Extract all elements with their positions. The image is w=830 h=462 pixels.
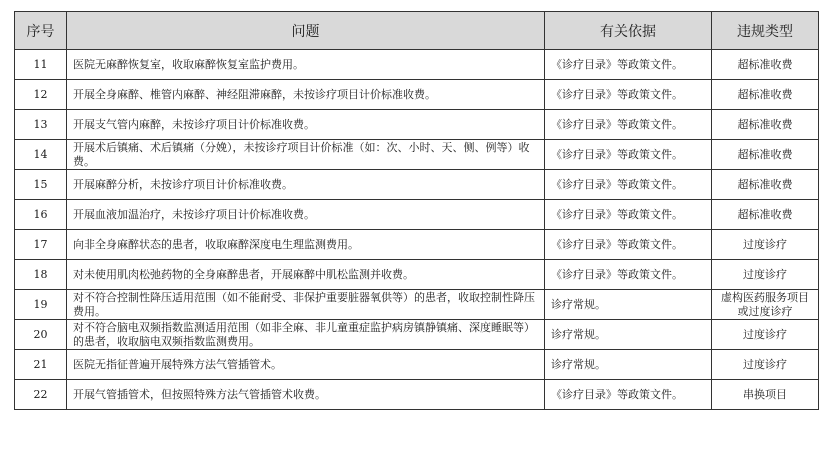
table-row xyxy=(15,380,819,410)
row-issue: 对不符合控制性降压适用范围（如不能耐受、非保护重要脏器氧供等）的患者，收取控制性降压费用。 xyxy=(67,290,545,320)
header-issue: 问题 xyxy=(67,12,545,50)
row-violation-type: 超标准收费 xyxy=(712,170,819,200)
row-number: 16 xyxy=(15,200,67,230)
table-body xyxy=(15,50,819,410)
row-violation-type: 超标准收费 xyxy=(712,140,819,170)
row-issue: 医院无麻醉恢复室，收取麻醉恢复室监护费用。 xyxy=(67,50,545,80)
row-number: 20 xyxy=(15,320,67,350)
table-row xyxy=(15,260,819,290)
row-basis: 《诊疗目录》等政策文件。 xyxy=(545,170,712,200)
table-row xyxy=(15,170,819,200)
violations-table xyxy=(14,11,819,410)
row-basis: 《诊疗目录》等政策文件。 xyxy=(545,230,712,260)
row-violation-type: 虚构医药服务项目或过度诊疗 xyxy=(712,290,819,320)
row-violation-type: 过度诊疗 xyxy=(712,320,819,350)
header-serial-number: 序号 xyxy=(15,12,67,50)
table-row xyxy=(15,50,819,80)
row-issue: 开展术后镇痛、术后镇痛（分娩），未按诊疗项目计价标准（如：次、小时、天、侧、例等）收费。 xyxy=(67,140,545,170)
row-issue: 开展麻醉分析，未按诊疗项目计价标准收费。 xyxy=(67,170,545,200)
violations-table-container xyxy=(14,11,819,410)
row-basis: 诊疗常规。 xyxy=(545,350,712,380)
row-violation-type: 过度诊疗 xyxy=(712,230,819,260)
row-basis: 《诊疗目录》等政策文件。 xyxy=(545,260,712,290)
row-number: 15 xyxy=(15,170,67,200)
table-row xyxy=(15,290,819,320)
row-issue: 开展全身麻醉、椎管内麻醉、神经阻滞麻醉，未按诊疗项目计价标准收费。 xyxy=(67,80,545,110)
row-violation-type: 过度诊疗 xyxy=(712,260,819,290)
header-row xyxy=(15,12,819,50)
row-number: 14 xyxy=(15,140,67,170)
row-issue: 对不符合脑电双频指数监测适用范围（如非全麻、非儿童重症监护病房镇静镇痛、深度睡眠等）的患者，收取脑电双频指数监测费用。 xyxy=(67,320,545,350)
row-number: 11 xyxy=(15,50,67,80)
header-basis: 有关依据 xyxy=(545,12,712,50)
row-number: 21 xyxy=(15,350,67,380)
row-basis: 《诊疗目录》等政策文件。 xyxy=(545,200,712,230)
row-issue: 对未使用肌肉松弛药物的全身麻醉患者，开展麻醉中肌松监测并收费。 xyxy=(67,260,545,290)
row-number: 17 xyxy=(15,230,67,260)
row-number: 12 xyxy=(15,80,67,110)
row-issue: 向非全身麻醉状态的患者，收取麻醉深度电生理监测费用。 xyxy=(67,230,545,260)
row-issue: 开展血液加温治疗，未按诊疗项目计价标准收费。 xyxy=(67,200,545,230)
row-violation-type: 串换项目 xyxy=(712,380,819,410)
table-row xyxy=(15,200,819,230)
table-header xyxy=(15,12,819,50)
row-issue: 开展支气管内麻醉，未按诊疗项目计价标准收费。 xyxy=(67,110,545,140)
row-basis: 《诊疗目录》等政策文件。 xyxy=(545,140,712,170)
row-basis: 《诊疗目录》等政策文件。 xyxy=(545,110,712,140)
table-row xyxy=(15,320,819,350)
header-violation-type: 违规类型 xyxy=(712,12,819,50)
row-issue: 医院无指征普遍开展特殊方法气管插管术。 xyxy=(67,350,545,380)
table-row xyxy=(15,230,819,260)
row-basis: 诊疗常规。 xyxy=(545,290,712,320)
table-row xyxy=(15,140,819,170)
row-issue: 开展气管插管术，但按照特殊方法气管插管术收费。 xyxy=(67,380,545,410)
row-violation-type: 超标准收费 xyxy=(712,200,819,230)
row-basis: 诊疗常规。 xyxy=(545,320,712,350)
table-row xyxy=(15,80,819,110)
row-number: 19 xyxy=(15,290,67,320)
row-number: 22 xyxy=(15,380,67,410)
row-basis: 《诊疗目录》等政策文件。 xyxy=(545,50,712,80)
table-row xyxy=(15,110,819,140)
row-violation-type: 超标准收费 xyxy=(712,80,819,110)
row-number: 13 xyxy=(15,110,67,140)
row-basis: 《诊疗目录》等政策文件。 xyxy=(545,80,712,110)
row-number: 18 xyxy=(15,260,67,290)
row-basis: 《诊疗目录》等政策文件。 xyxy=(545,380,712,410)
row-violation-type: 超标准收费 xyxy=(712,110,819,140)
table-row xyxy=(15,350,819,380)
row-violation-type: 过度诊疗 xyxy=(712,350,819,380)
row-violation-type: 超标准收费 xyxy=(712,50,819,80)
